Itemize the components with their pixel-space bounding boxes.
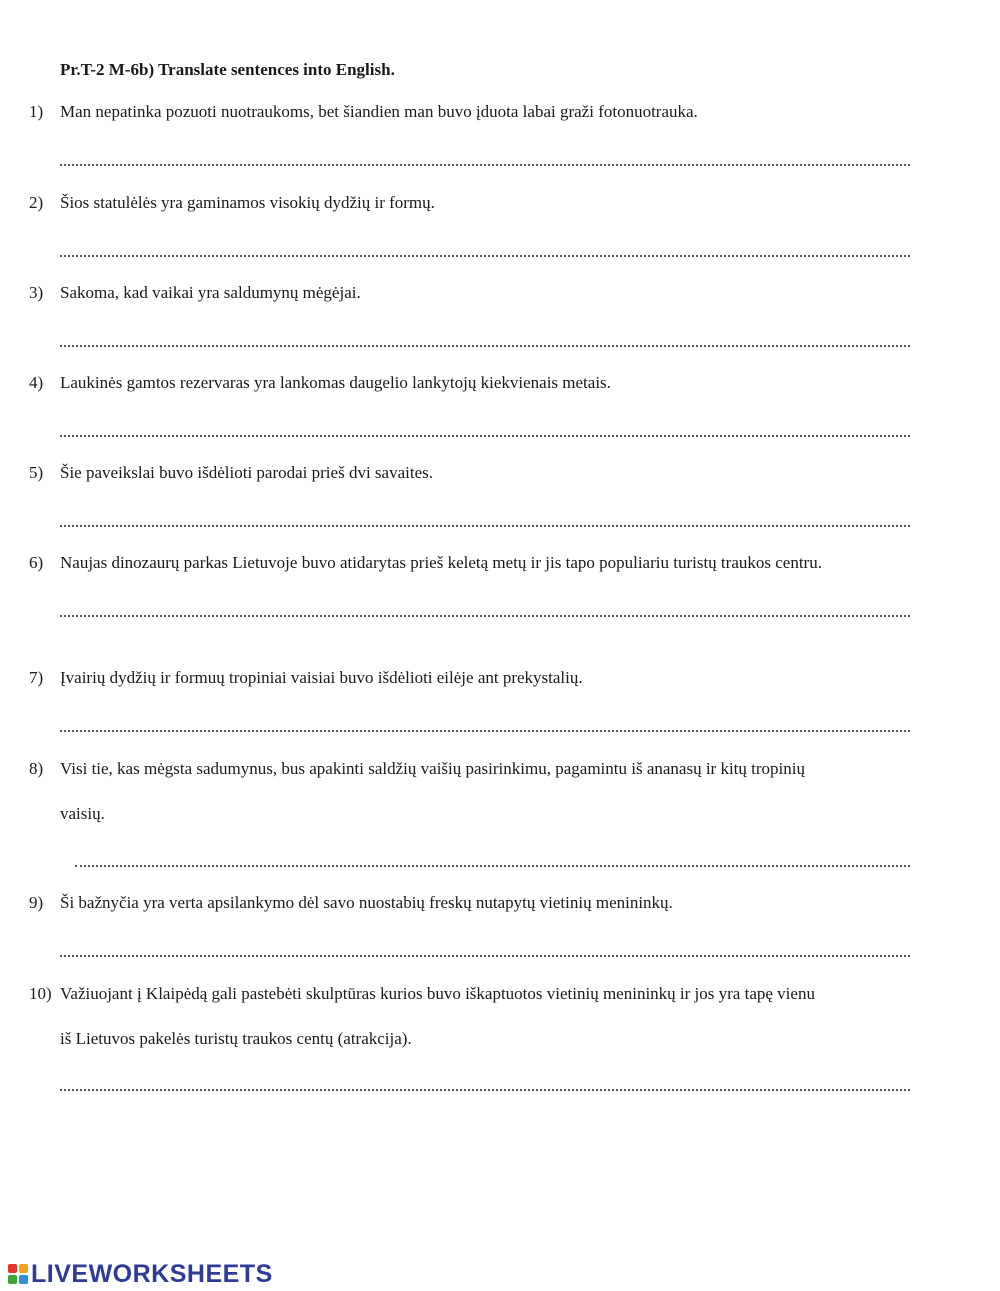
question-text: Man nepatinka pozuoti nuotraukoms, bet šiandien man buvo įduota labai graži fotonuotrauka. [60, 102, 698, 121]
question-text: Šios statulėlės yra gaminamos visokių dydžių ir formų. [60, 193, 435, 212]
question-text: Visi tie, kas mėgsta sadumynus, bus apakinti saldžių vaišių pasirinkimu, pagamintu iš ananasų ir kitų tropinių [60, 759, 805, 778]
logo-grid-icon [8, 1264, 28, 1284]
answer-input-6[interactable] [60, 599, 910, 617]
question-text: Įvairių dydžių ir formuų tropiniai vaisiai buvo išdėlioti eilėje ant prekystalių. [60, 668, 583, 687]
question-number: 2) [29, 193, 44, 212]
answer-input-8[interactable] [75, 849, 910, 867]
question-number: 8) [29, 759, 44, 778]
liveworksheets-logo [8, 1260, 273, 1288]
logo-text: LIVEWORKSHEETS [31, 1260, 273, 1288]
worksheet-title: Pr.T-2 M-6b) Translate sentences into English. [60, 60, 395, 79]
logo-square-orange [19, 1264, 28, 1273]
answer-input-5[interactable] [60, 509, 910, 527]
answer-input-4[interactable] [60, 419, 910, 437]
answer-input-7[interactable] [60, 714, 910, 732]
question-number: 7) [29, 668, 44, 687]
answer-input-2[interactable] [60, 239, 910, 257]
answer-input-3[interactable] [60, 329, 910, 347]
question-number: 3) [29, 283, 44, 302]
answer-input-10[interactable] [60, 1073, 910, 1091]
question-number: 1) [29, 102, 44, 121]
question-text: Sakoma, kad vaikai yra saldumynų mėgėjai. [60, 283, 361, 302]
question-text: Važiuojant į Klaipėdą gali pastebėti skulptūras kurios buvo iškaptuotos vietinių menininkų ir jos yra tapę vienu [60, 984, 815, 1003]
question-text: Šie paveikslai buvo išdėlioti parodai prieš dvi savaites. [60, 463, 433, 482]
answer-input-1[interactable] [60, 148, 910, 166]
question-number: 9) [29, 893, 44, 912]
question-text: Laukinės gamtos rezervaras yra lankomas daugelio lankytojų kiekvienais metais. [60, 373, 611, 392]
logo-square-red [8, 1264, 17, 1273]
logo-square-green [8, 1275, 17, 1284]
question-text: Ši bažnyčia yra verta apsilankymo dėl savo nuostabių freskų nutapytų vietinių menininkų. [60, 893, 673, 912]
question-text-continued: vaisių. [60, 804, 105, 823]
question-text-continued: iš Lietuvos pakelės turistų traukos centų (atrakcija). [60, 1029, 412, 1048]
answer-input-9[interactable] [60, 939, 910, 957]
question-number: 10) [29, 984, 52, 1003]
question-number: 6) [29, 553, 44, 572]
logo-square-blue [19, 1275, 28, 1284]
question-number: 5) [29, 463, 44, 482]
question-text: Naujas dinozaurų parkas Lietuvoje buvo atidarytas prieš keletą metų ir jis tapo populiariu turistų traukos centru. [60, 553, 822, 572]
question-number: 4) [29, 373, 44, 392]
